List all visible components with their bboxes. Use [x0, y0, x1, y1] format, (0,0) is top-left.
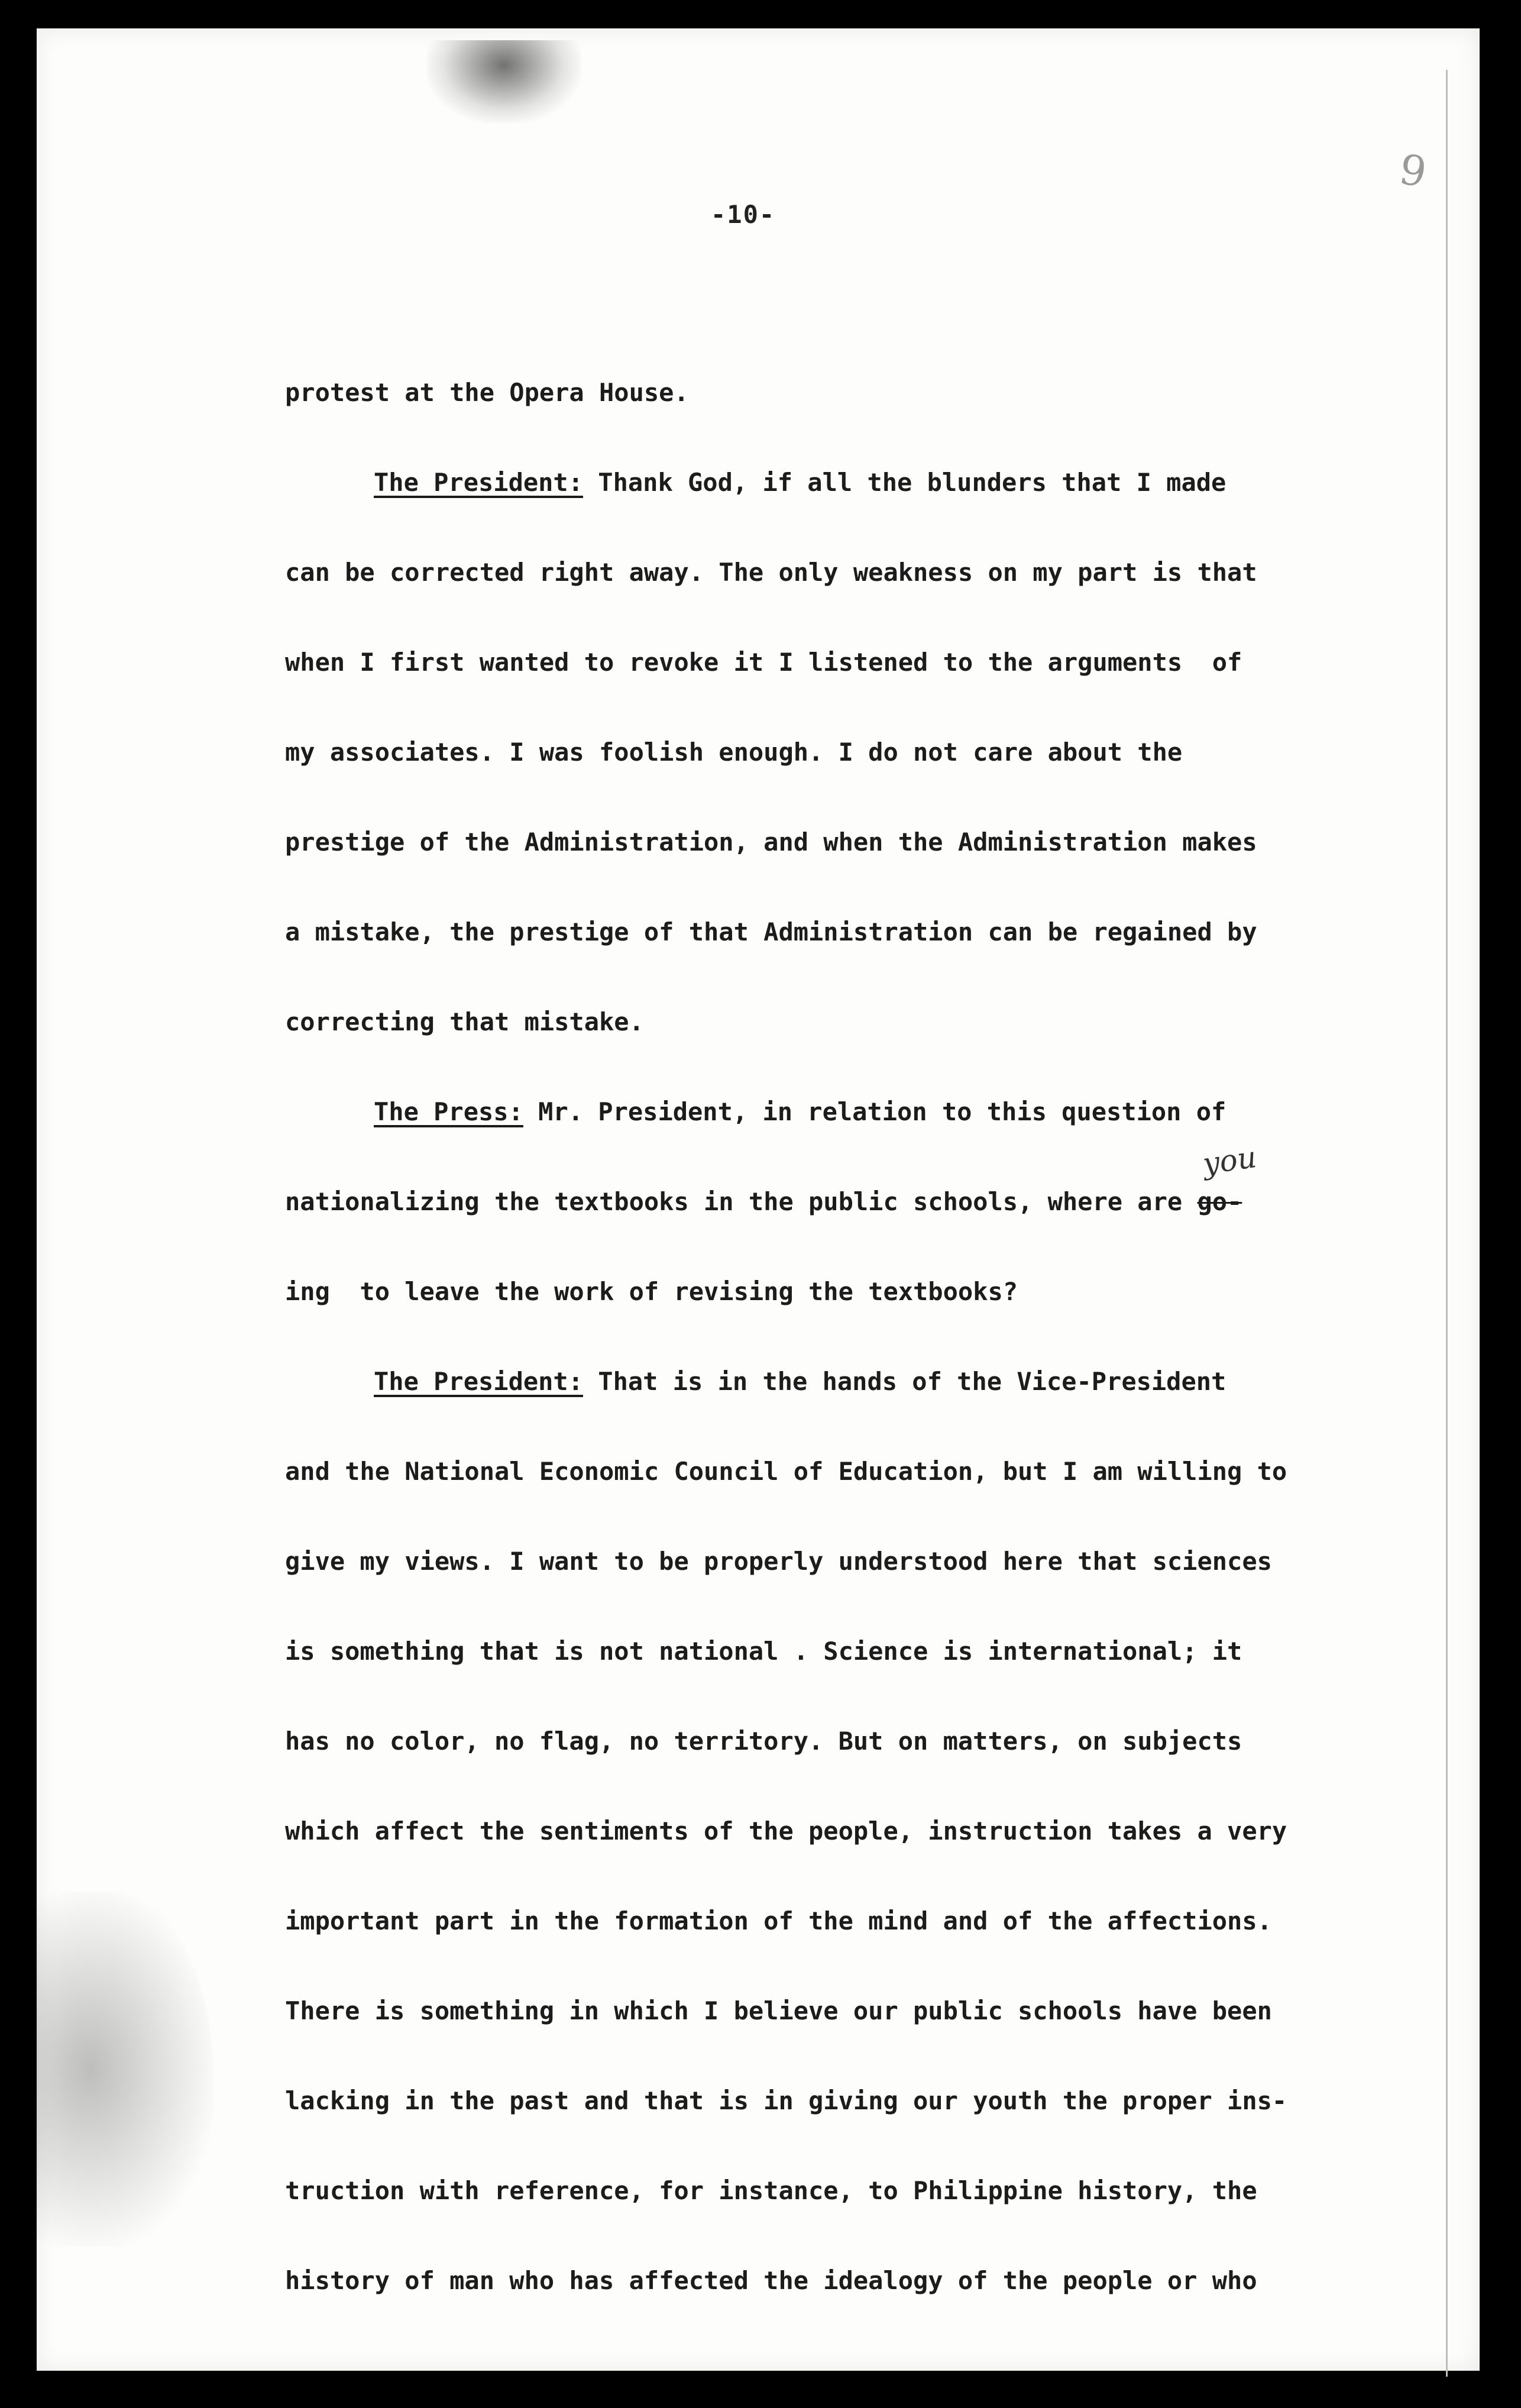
text-line: which affect the sentiments of the people, instruction takes a very	[285, 1816, 1287, 1845]
ink-smudge	[427, 40, 581, 123]
handwritten-note: you	[1200, 1139, 1259, 1182]
thumb-smudge	[37, 1892, 214, 2247]
text-line: important part in the formation of the mind and of the affections.	[285, 1906, 1272, 1935]
page-number: -10-	[711, 200, 776, 229]
handwritten-correction	[1197, 1139, 1259, 1247]
text-line: ing to leave the work of revising the textbooks?	[285, 1277, 1018, 1306]
text-line: nationalizing the textbooks in the public schools, where are you go-	[285, 1157, 1367, 1247]
document-page	[37, 28, 1480, 2371]
text-line: correcting that mistake.	[285, 1007, 644, 1036]
text-line: my associates. I was foolish enough. I do not care about the	[285, 738, 1183, 767]
transcript-body	[285, 348, 1367, 2326]
text-line: and the National Economic Council of Education, but I am willing to	[285, 1457, 1287, 1486]
text-line: There is something in which I believe our public schools have been	[285, 1996, 1272, 2025]
corner-mark: 9	[1396, 144, 1431, 198]
text-line: history of man who has affected the idealogy of the people or who	[285, 2266, 1257, 2295]
text-line: The Press: Mr. President, in relation to this question of	[374, 1097, 1226, 1126]
text-line: The President: That is in the hands of the Vice-President	[374, 1367, 1226, 1396]
speaker-label: The President:	[374, 1367, 584, 1396]
text-line: is something that is not national . Science is international; it	[285, 1637, 1242, 1666]
text-line: when I first wanted to revoke it I listened to the arguments of	[285, 648, 1242, 677]
text-line: can be corrected right away. The only weakness on my part is that	[285, 558, 1257, 587]
text-line: The President: Thank God, if all the blunders that I made	[374, 468, 1226, 497]
page-edge	[1446, 70, 1456, 2377]
text-line: give my views. I want to be properly understood here that sciences	[285, 1547, 1272, 1576]
text-line: a mistake, the prestige of that Administration can be regained by	[285, 917, 1257, 946]
text-line: has no color, no flag, no territory. But on matters, on subjects	[285, 1727, 1242, 1756]
text-line: protest at the Opera House.	[285, 378, 689, 407]
struck-text: go-	[1197, 1187, 1242, 1216]
text-line: truction with reference, for instance, to Philippine history, the	[285, 2176, 1257, 2205]
text-line: lacking in the past and that is in giving our youth the proper ins-	[285, 2086, 1287, 2115]
speaker-label: The Press:	[374, 1097, 523, 1126]
text-line: prestige of the Administration, and when the Administration makes	[285, 828, 1257, 856]
speaker-label: The President:	[374, 468, 584, 497]
